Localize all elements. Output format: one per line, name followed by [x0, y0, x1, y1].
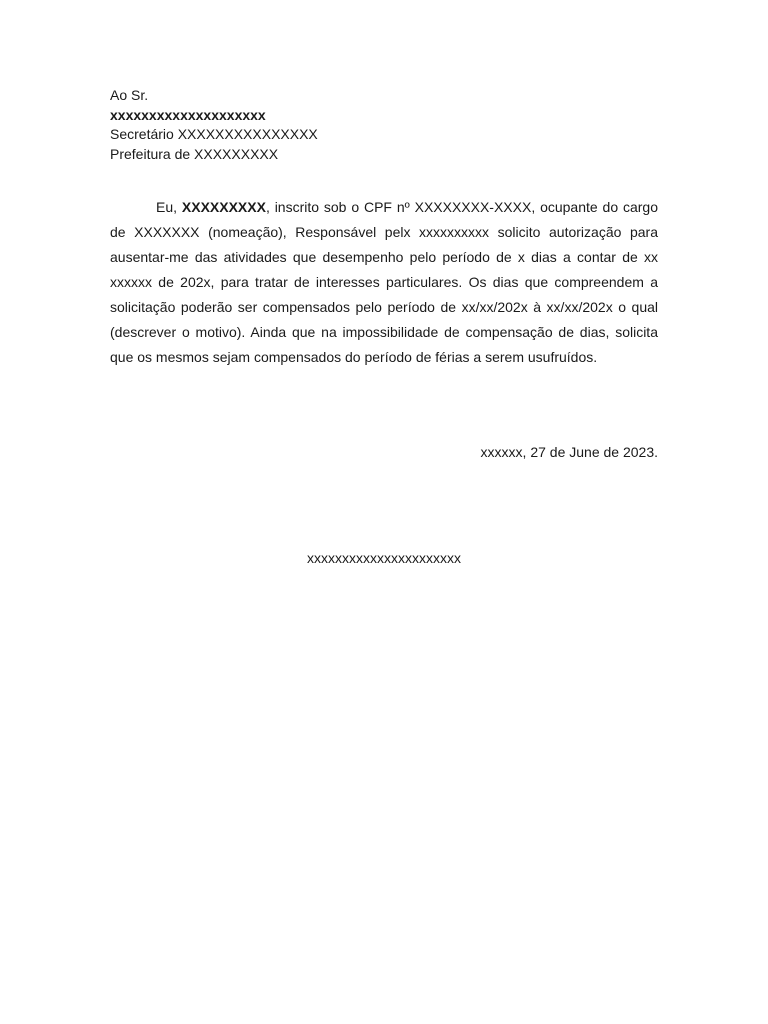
paragraph-text: , inscrito sob o CPF nº XXXXXXXX-XXXX, ocupante do cargo de XXXXXXX (nomeação), Responsável pelx xxxxxxxxxx solicito autorização para ausentar-me das atividades que desempenho pelo período de x dias a contar de xx xxxxxx de 202x, para tratar de interesses particulares. Os dias que compreendem a solicitação poderão ser compensados pelo período de xx/xx/202x à xx/xx/202x o qual (descrever o motivo). Ainda que na impossibilidade de compensação de dias, solicita que os mesmos sejam compensados do período de férias a serem usufruídos. [110, 199, 659, 365]
recipient-address-block [110, 86, 318, 164]
recipient-name: xxxxxxxxxxxxxxxxxxxx [110, 106, 266, 123]
paragraph-prefix: Eu, [156, 199, 182, 215]
recipient-title: Secretário XXXXXXXXXXXXXXX [110, 126, 318, 142]
requester-name: XXXXXXXXX [181, 199, 266, 215]
request-paragraph [110, 195, 658, 370]
salutation: Ao Sr. [110, 87, 149, 103]
signature-line: xxxxxxxxxxxxxxxxxxxxxx [307, 550, 461, 566]
recipient-organization: Prefeitura de XXXXXXXXX [110, 145, 279, 162]
place-date-line: xxxxxx, 27 de June de 2023. [480, 444, 658, 460]
